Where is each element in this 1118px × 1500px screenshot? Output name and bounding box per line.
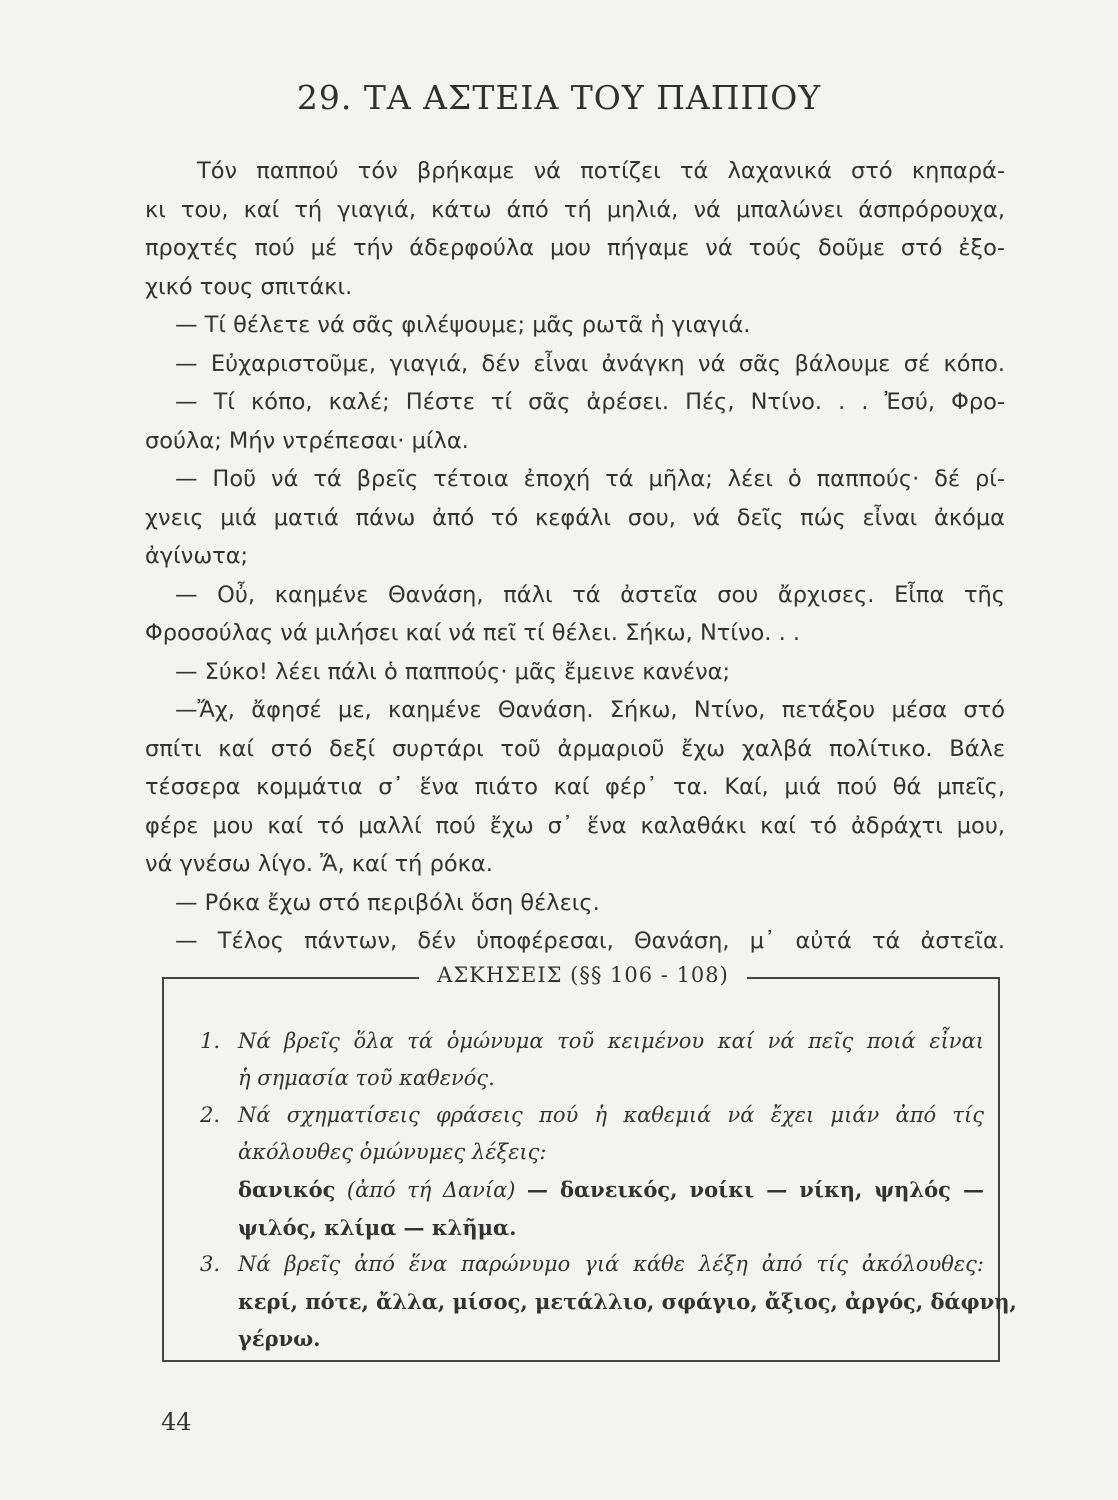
text-line: κι του, καί τή γιαγιά, κάτω άπό τή μηλιά, νά μπαλώνει άσπρόρουχα,: [145, 196, 1005, 223]
exercise-word: δανικός: [238, 1177, 336, 1202]
exercise-line: Νά βρεῖς ἀπό ἕνα παρώνυμο γιά κάθε λέξη ἀπό τίς ἀκόλουθες:: [238, 1252, 984, 1276]
dialogue-line: — Ποῦ νά τά βρεῖς τέτοια ἐποχή τά μῆλα; λέει ὁ παππούς· δέ ρί-: [175, 466, 1005, 492]
exercise-words-line: [238, 1171, 984, 1209]
dialogue-line: — Ρόκα ἔχω στό περιβόλι ὅση θέλεις.: [175, 889, 600, 916]
exercise-word: — δανεικός, νοίκι — νίκη, ψηλός —: [526, 1177, 985, 1202]
exercise-words-line: κερί, πότε, ἄλλα, μίσος, μετάλλιο, σφάγιο, ἄξιος, ἀργός, δάφνη,: [238, 1289, 1017, 1314]
text-line: χνεις μιά ματιά πάνω ἀπό τό κεφάλι σου, νά δεῖς πώς εἶναι ἀκόμα: [145, 504, 1005, 531]
exercises-title-text: ΑΣΚΗΣΕΙΣ (§§ 106 - 108): [419, 963, 747, 987]
exercise-number: 1.: [200, 1029, 221, 1053]
text-line: σπίτι καί στό δεξί συρτάρι τοῦ ἀρμαριοῦ ἔχω χαλβά πολίτικο. Βάλε: [145, 735, 1005, 762]
exercises-section: [162, 963, 1017, 1366]
exercise-line: Νά βρεῖς ὅλα τά ὁμώνυμα τοῦ κειμένου καί νά πεῖς ποιά εἶναι: [238, 1029, 984, 1053]
page-number: 44: [161, 1408, 192, 1436]
exercises-title: [162, 963, 1004, 987]
exercise-item: [200, 1023, 984, 1097]
dialogue-line: — Οὖ, καημένε Θανάση, πάλι τά ἀστεῖα σου ἄρχισες. Εἶπα τῆς: [175, 581, 1005, 608]
text-line: Τόν παππού τόν βρήκαμε νά ποτίζει τά λαχανικά στό κηπαρά-: [197, 158, 1005, 184]
exercise-number: 3.: [200, 1252, 221, 1276]
exercise-words-line: ψιλός, κλίμα — κλῆμα.: [238, 1215, 517, 1240]
dialogue-line: —Ἄχ, ἄφησέ με, καημένε Θανάση. Σήκω, Ντίνο, πετάξου μέσα στό: [175, 697, 1005, 723]
exercise-number: 2.: [200, 1103, 221, 1127]
dialogue-line: — Τέλος πάντων, δέν ὑποφέρεσαι, Θανάση, μ᾽ αὐτά τά ἀστεῖα.: [175, 928, 1005, 954]
exercise-item: [200, 1246, 1017, 1357]
dialogue-line: — Τί κόπο, καλέ; Πέστε τί σᾶς ἀρέσει. Πές, Ντίνο. . . Ἐσύ, Φρο-: [175, 389, 1005, 415]
story-text: [145, 152, 1005, 961]
dialogue-line: — Τί θέλετε νά σᾶς φιλέψουμε; μᾶς ρωτᾶ ἡ γιαγιά.: [175, 312, 751, 338]
exercise-line: ἀκόλουθες ὁμώνυμες λέξεις:: [238, 1140, 547, 1164]
dialogue-line: — Σύκο! λέει πάλι ὁ παππούς· μᾶς ἔμεινε κανένα;: [175, 658, 731, 685]
text-line: χικό τους σπιτάκι.: [145, 273, 353, 300]
text-line: φέρε μου καί τό μαλλί πού ἔχω σ᾽ ἕνα καλαθάκι καί τό ἀδράχτι μου,: [145, 812, 1005, 839]
text-line: Φροσούλας νά μιλήσει καί νά πεῖ τί θέλει. Σήκω, Ντίνο. . .: [145, 620, 801, 646]
text-line: προχτές πού μέ τήν άδερφούλα μου πήγαμε νά τούς δοῦμε στό ἐξο-: [145, 235, 1005, 261]
text-line: ἀγίνωτα;: [145, 543, 249, 569]
exercise-item: [200, 1097, 984, 1246]
chapter-title: 29. ΤΑ ΑΣΤΕΙΑ ΤΟΥ ΠΑΠΠΟΥ: [296, 78, 822, 117]
text-line: σούλα; Μήν ντρέπεσαι· μίλα.: [145, 427, 469, 454]
text-line: τέσσερα κομμάτια σ᾽ ἕνα πιάτο καί φέρ᾽ τα. Καί, μιά πού θά μπεῖς,: [145, 774, 1005, 800]
exercises-list: [200, 1023, 1017, 1357]
text-line: νά γνέσω λίγο. Ἄ, καί τή ρόκα.: [145, 851, 493, 877]
dialogue-line: — Εὐχαριστοῦμε, γιαγιά, δέν εἶναι ἀνάγκη νά σᾶς βάλουμε σέ κόπο.: [175, 350, 1005, 377]
exercise-words-line: γέρνω.: [238, 1326, 321, 1351]
exercise-line: Νά σχηματίσεις φράσεις πού ἡ καθεμιά νά ἔχει μιάν ἀπό τίς: [238, 1103, 984, 1127]
exercise-word-note: (ἀπό τή Δανία): [346, 1178, 516, 1202]
exercise-line: ἡ σημασία τοῦ καθενός.: [238, 1066, 495, 1090]
